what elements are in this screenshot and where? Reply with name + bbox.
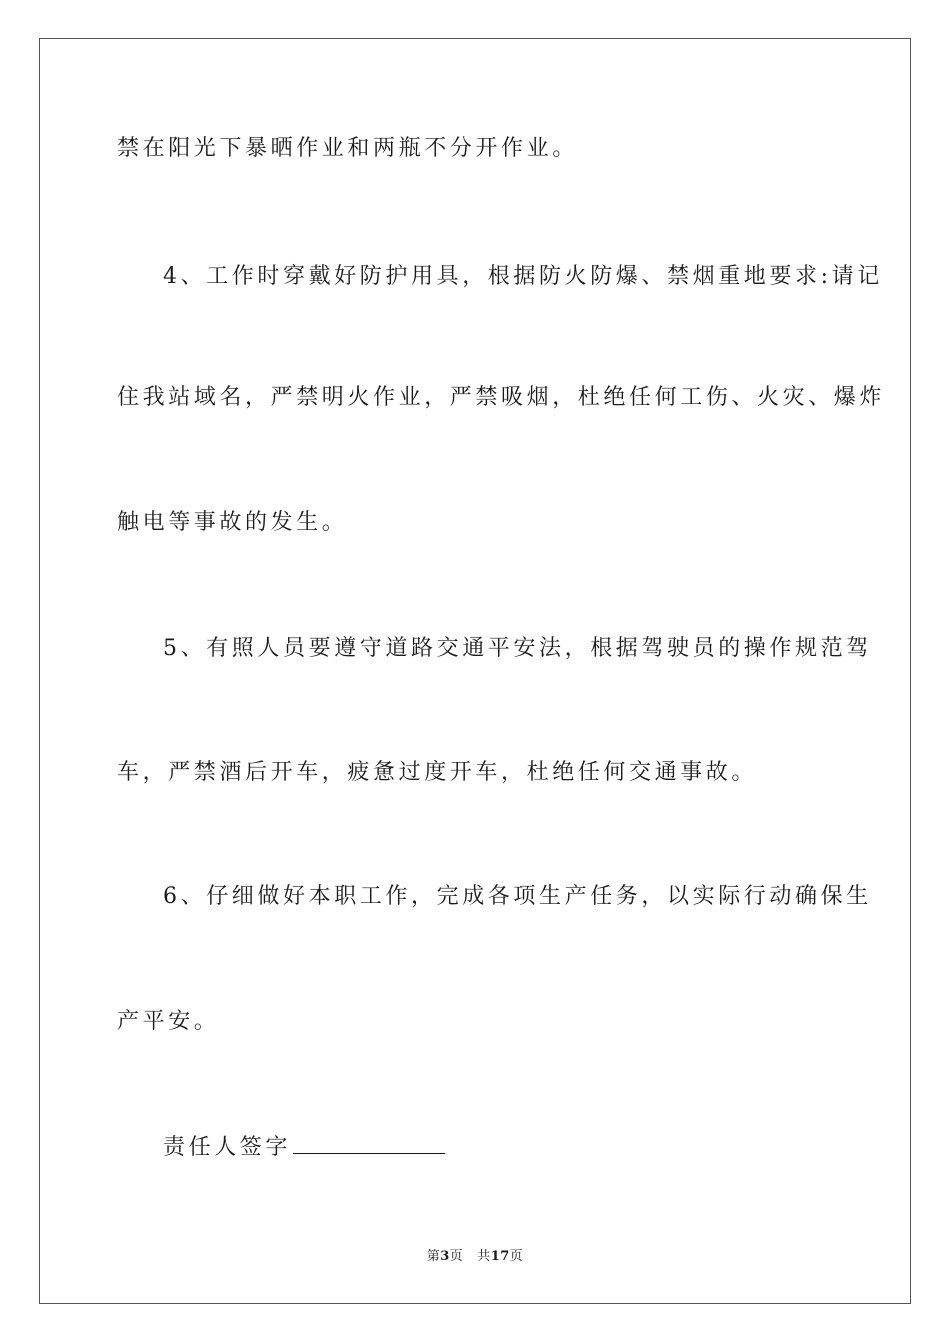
paragraph-4-line-2: 住我站域名，严禁明火作业，严禁吸烟，杜绝任何工伤、火灾、爆炸 <box>117 385 886 410</box>
paragraph-5-line-1: 5、有照人员要遵守道路交通平安法，根据驾驶员的操作规范驾 <box>163 636 872 661</box>
paragraph-4-line-3: 触电等事故的发生。 <box>117 510 348 535</box>
signature-blank <box>293 1131 445 1154</box>
page-border <box>39 38 911 1304</box>
footer-total-pages: 17 <box>490 1249 510 1264</box>
paragraph-4-line-1: 4、工作时穿戴好防护用具，根据防火防爆、禁烟重地要求:请记 <box>163 264 883 289</box>
footer-page-prefix: 第 <box>426 1249 441 1264</box>
paragraph-6-line-2: 产平安。 <box>117 1009 220 1034</box>
paragraph-line-1: 禁在阳光下暴晒作业和两瓶不分开作业。 <box>117 136 578 161</box>
footer-page-number: 3 <box>440 1249 450 1264</box>
paragraph-5-line-2: 车，严禁酒后开车，疲惫过度开车，杜绝任何交通事故。 <box>117 760 758 785</box>
page-footer <box>0 1248 950 1266</box>
signature-label: 责任人签字 <box>163 1135 292 1160</box>
footer-total-suffix: 页 <box>509 1249 524 1264</box>
footer-page-suffix: 页 <box>449 1249 464 1264</box>
signature-line <box>163 1131 445 1163</box>
footer-total-prefix: 共 <box>477 1249 491 1264</box>
paragraph-6-line-1: 6、仔细做好本职工作，完成各项生产任务，以实际行动确保生 <box>163 884 872 909</box>
